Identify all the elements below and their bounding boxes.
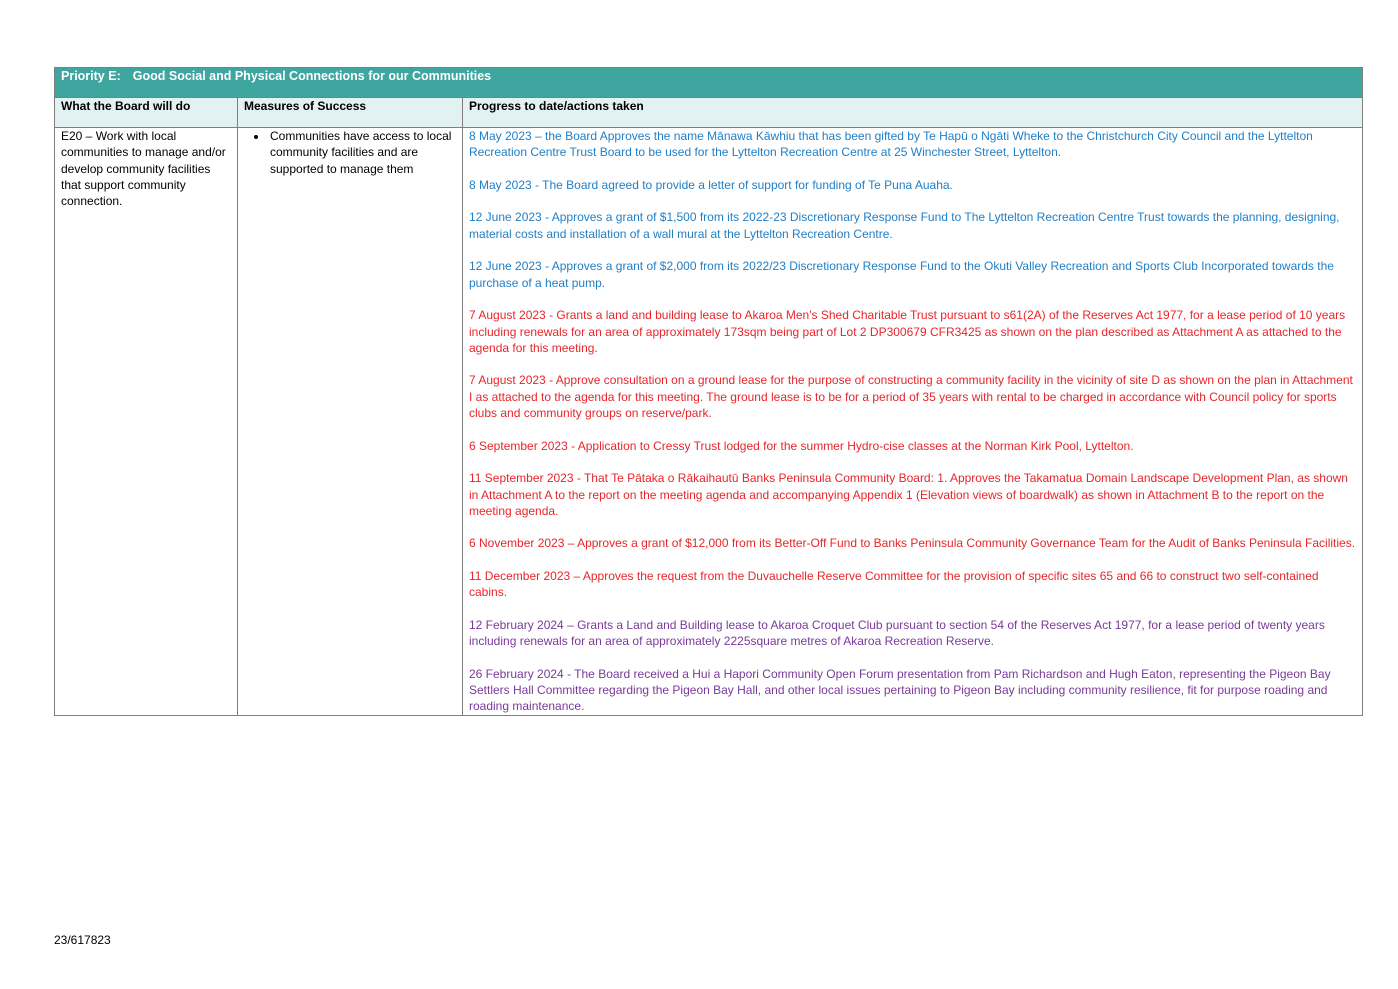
progress-cell bbox=[463, 128, 1363, 716]
priority-name: Good Social and Physical Connections for our Communities bbox=[132, 69, 492, 83]
measures-list bbox=[244, 128, 456, 177]
progress-entry: 11 September 2023 - That Te Pātaka o Rākaihautū Banks Peninsula Community Board: 1. Approves the Takamatua Domain Landscape Development Plan, as shown in Attachment A to the report on the meeting agenda and accompanying Appendix 1 (Elevation views of boardwalk) as shown in Attachment B to the report on the meeting agenda. bbox=[469, 471, 1348, 518]
measures-cell bbox=[238, 128, 463, 716]
table-row bbox=[55, 128, 1363, 716]
action-text: E20 – Work with local communities to manage and/or develop community facilities that support community connection. bbox=[61, 129, 226, 209]
progress-entry: 8 May 2023 – the Board Approves the name Mānawa Kāwhiu that has been gifted by Te Hapū o Ngāti Wheke to the Christchurch City Council and the Lyttelton Recreation Centre Trust Board to be used for the Lyttelton Recreation Centre at 25 Winchester Street, Lyttelton. bbox=[469, 129, 1313, 160]
document-id: 23/617823 bbox=[54, 933, 111, 947]
column-header-measures: Measures of Success bbox=[238, 98, 463, 128]
measure-item: • Communities have access to local community facilities and are supported to manage them bbox=[268, 128, 456, 177]
progress-entry: 11 December 2023 – Approves the request from the Duvauchelle Reserve Committee for the provision of specific sites 65 and 66 to construct two self-contained cabins. bbox=[469, 569, 1319, 600]
progress-entry: 6 November 2023 – Approves a grant of $12,000 from its Better-Off Fund to Banks Peninsula Community Governance Team for the Audit of Banks Peninsula Facilities. bbox=[469, 536, 1356, 551]
column-header-progress: Progress to date/actions taken bbox=[463, 98, 1363, 128]
progress-entry: 6 September 2023 - Application to Cressy Trust lodged for the summer Hydro-cise classes at the Norman Kirk Pool, Lyttelton. bbox=[469, 438, 1134, 453]
priority-title-row bbox=[55, 68, 1363, 98]
progress-entry: 12 June 2023 - Approves a grant of $1,500 from its 2022-23 Discretionary Response Fund to The Lyttelton Recreation Centre Trust towards the planning, designing, material costs and installation of a wall mural at the Lyttelton Recreation Centre. bbox=[469, 210, 1340, 241]
progress-entry: 12 June 2023 - Approves a grant of $2,000 from its 2022/23 Discretionary Response Fund to the Okuti Valley Recreation and Sports Club Incorporated towards the purchase of a heat pump. bbox=[469, 259, 1334, 290]
priority-table bbox=[54, 67, 1363, 716]
priority-title bbox=[55, 68, 1363, 98]
progress-entry: 8 May 2023 - The Board agreed to provide a letter of support for funding of Te Puna Auaha. bbox=[469, 177, 953, 192]
action-cell bbox=[55, 128, 238, 716]
progress-entry: 7 August 2023 - Grants a land and building lease to Akaroa Men's Shed Charitable Trust pursuant to s61(2A) of the Reserves Act 1977, for a lease period of 10 years including renewals for an area of approximately 173sqm being part of Lot 2 DP300679 CFR3425 as shown on the plan described as Attachment A as attached to the agenda for this meeting. bbox=[469, 308, 1346, 355]
progress-entry: 12 February 2024 – Grants a Land and Building lease to Akaroa Croquet Club pursuant to section 54 of the Reserves Act 1977, for a lease period of twenty years including renewals for an area of approximately 2225square metres of Akaroa Recreation Reserve. bbox=[469, 617, 1325, 649]
progress-entry: 26 February 2024 - The Board received a Hui a Hapori Community Open Forum presentation from Pam Richardson and Hugh Eaton, representing the Pigeon Bay Settlers Hall Committee regarding the Pigeon Bay Hall, and other local issues pertaining to Pigeon Bay including community resilience, fit for purpose roading and roading maintenance. bbox=[469, 666, 1331, 714]
progress-entry: 7 August 2023 - Approve consultation on a ground lease for the purpose of constructing a community facility in the vicinity of site D as shown on the plan in Attachment I as attached to the agenda for this meeting. The ground lease is to be for a period of 35 years with rental to be charged in accordance with Council policy for sports clubs and community groups on reserve/park. bbox=[469, 373, 1353, 421]
priority-label: Priority E: bbox=[61, 69, 121, 83]
column-header-row bbox=[55, 98, 1363, 128]
column-header-action: What the Board will do bbox=[55, 98, 238, 128]
